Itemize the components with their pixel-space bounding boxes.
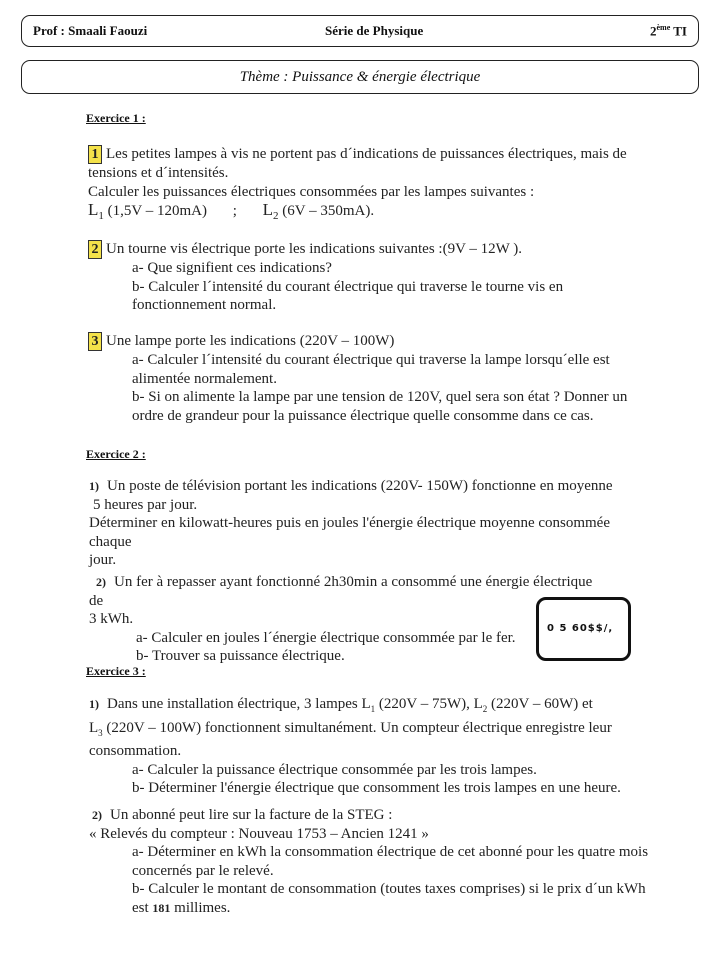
ex2-p2-line2: a- Calculer en joules l´énergie électrique consommée par le fer.: [136, 629, 516, 646]
ex3-p2-line3: concernés par le relevé.: [132, 862, 274, 879]
ex3-p2-line5: [89, 899, 649, 918]
ex3-l1-value: (220V – 75W), L: [375, 696, 483, 712]
ex1-q2-line3: fonctionnement normal.: [132, 297, 277, 313]
ex1-q3-line4: ordre de grandeur pour la puissance électrique quelle consomme dans ce cas.: [132, 407, 594, 424]
teacher-name: Prof : Smaali Faouzi: [33, 23, 148, 38]
header-box: [21, 15, 699, 47]
lamp1-value: (1,5V – 120mA): [107, 203, 207, 219]
ex1-q3-number: 3: [88, 332, 102, 351]
ex2-p1-line3: jour.: [89, 552, 117, 568]
lamp2-name: L: [262, 200, 274, 219]
ex1-q1-line2: Calculer les puissances électriques consommées par les lampes suivantes :: [88, 183, 535, 200]
lamp1-sub: 1: [98, 210, 104, 222]
ex3-p1-line2: (220V – 100W) fonctionnent simultanément. Un compteur électrique enregistre leur: [102, 719, 612, 736]
ex1-q3-line2: alimentée normalement.: [132, 370, 277, 387]
ex2-p2: [89, 573, 609, 666]
ex2-p1-label: 1): [89, 479, 99, 493]
ex3-p2-line4: b- Calculer le montant de consommation (toutes taxes comprises) si le prix d´un kWh: [132, 881, 646, 897]
ex1-q2: [88, 240, 648, 315]
ex2-p2-line3: b- Trouver sa puissance électrique.: [136, 648, 345, 664]
ex1-q3: [88, 332, 648, 425]
ex2-p1-line0: Un poste de télévision portant les indications (220V- 150W) fonctionne en moyenne: [107, 478, 613, 494]
ex1-q1-line1: tensions et d´intensités.: [88, 165, 229, 181]
ex3-p2-line1: « Relevés du compteur : Nouveau 1753 – Ancien 1241 »: [89, 825, 429, 842]
ex1-q1-lamps: [88, 201, 648, 226]
level-sup: ème: [656, 23, 671, 32]
ex1-q2-number: 2: [88, 240, 102, 259]
ex1-q1-number: 1: [88, 145, 102, 164]
ex3-price-prefix: est: [132, 899, 153, 916]
ex1-q3-line3: b- Si on alimente la lampe par une tension de 120V, quel sera son état ? Donner un: [132, 389, 628, 405]
ex3-p1-line4: a- Calculer la puissance électrique consommée par les trois lampes.: [132, 761, 537, 778]
ex3-p1-line3: consommation.: [89, 743, 182, 759]
ex1-q1-line0: Les petites lampes à vis ne portent pas d´indications de puissances électriques, mais de: [106, 146, 627, 162]
ex3-l3-sub: 3: [98, 727, 103, 738]
lamp1-name: L: [88, 200, 99, 219]
series-title: Série de Physique: [325, 23, 424, 38]
exercise3-title: Exercice 3 :: [86, 664, 146, 678]
code-box: 0 5 60$$/,: [536, 597, 631, 661]
ex3-l3-name: L: [89, 719, 99, 736]
ex1-q1: [88, 145, 648, 226]
ex1-q3-line0: Une lampe porte les indications (220V – 100W): [106, 333, 395, 349]
ex3-p2-line0: Un abonné peut lire sur la facture de la STEG :: [110, 807, 393, 823]
ex3-p2-label: 2): [92, 808, 102, 822]
class-level: [650, 23, 687, 39]
ex3-p1: [89, 695, 649, 798]
ex2-p2-line1: 3 kWh.: [89, 611, 134, 627]
ex2-p2-line0: Un fer à repasser ayant fonctionné 2h30min a consommé une énergie électrique de: [89, 574, 593, 609]
ex3-p1-label: 1): [89, 697, 99, 711]
ex3-price-suffix: millimes.: [170, 899, 231, 916]
ex1-q2-line2: b- Calculer l´intensité du courant électrique qui traverse le tourne vis en: [132, 278, 564, 295]
ex3-p2-line2: a- Déterminer en kWh la consommation électrique de cet abonné pour les quatre mois: [132, 844, 649, 860]
ex2-p1-line1: 5 heures par jour.: [93, 496, 198, 513]
kwh-price: 181: [152, 900, 171, 915]
lamp-separator: ;: [232, 203, 237, 219]
ex1-q2-line0: Un tourne vis électrique porte les indications suivantes :(9V – 12W ).: [106, 241, 523, 257]
ex1-q3-line1: a- Calculer l´intensité du courant électrique qui traverse la lampe lorsqu´elle est: [132, 352, 610, 368]
theme-box: Thème : Puissance & énergie électrique: [21, 60, 699, 94]
ex3-l2-value: (220V – 60W) et: [487, 696, 593, 712]
ex3-l2-sub: 2: [482, 704, 488, 714]
ex3-l1-sub: 1: [370, 704, 376, 714]
ex2-p1: [89, 477, 649, 570]
level-class: TI: [673, 23, 687, 39]
ex2-p1-line2: Déterminer en kilowatt-heures puis en joules l'énergie électrique moyenne consommée chaque: [89, 515, 610, 550]
level-num: 2: [649, 23, 657, 39]
ex3-p2: [89, 806, 649, 917]
ex1-q2-line1: a- Que signifient ces indications?: [132, 260, 332, 276]
exercise1-title: Exercice 1 :: [86, 111, 146, 125]
ex2-p2-label: 2): [96, 575, 106, 589]
ex3-p1-line1: Dans une installation électrique, 3 lampes L: [107, 696, 371, 712]
lamp2-sub: 2: [273, 210, 279, 222]
ex3-p1-line5: b- Déterminer l'énergie électrique que consomment les trois lampes en une heure.: [132, 780, 621, 796]
exercise2-title: Exercice 2 :: [86, 447, 146, 461]
lamp2-value: (6V – 350mA).: [282, 203, 375, 219]
